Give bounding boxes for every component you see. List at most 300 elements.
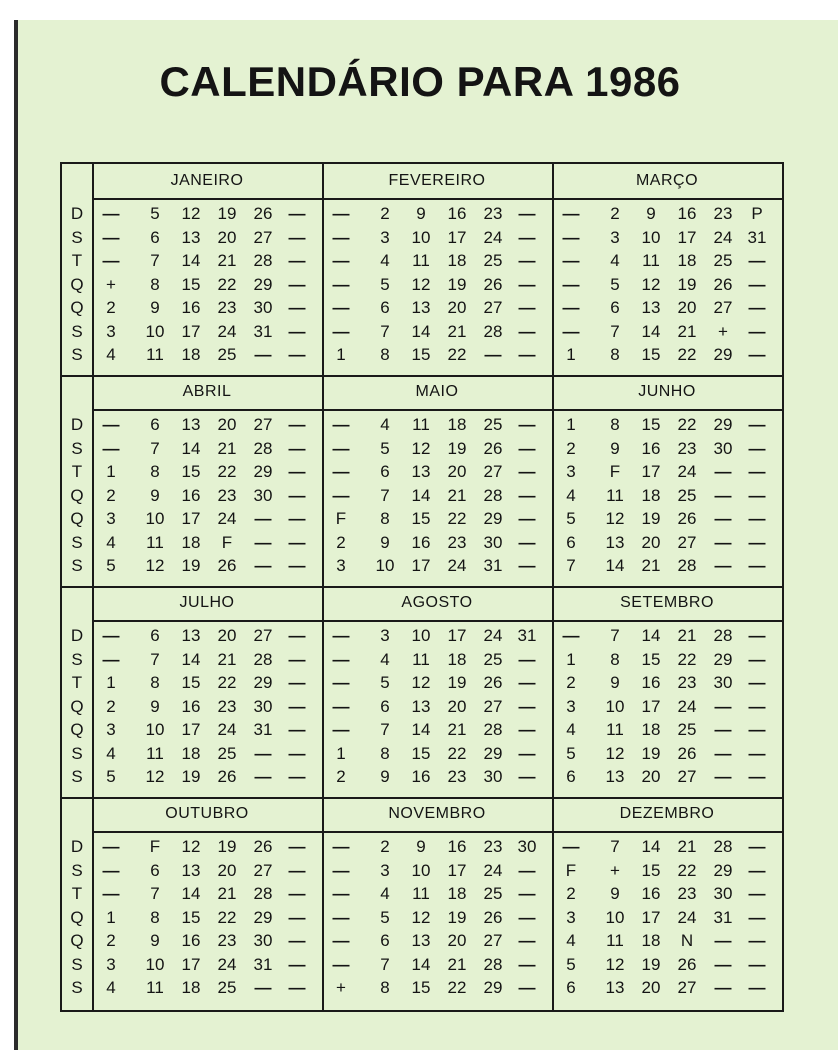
day-cell: —	[518, 415, 536, 434]
day-cell: —	[518, 649, 536, 669]
day-cell: 16	[411, 532, 431, 552]
day-cell: 30	[253, 696, 273, 716]
day-cell: P	[751, 204, 763, 223]
day-cell: —	[748, 556, 766, 575]
day-cell: 17	[411, 556, 431, 575]
day-cell: —	[484, 345, 502, 364]
weekday-label: Q	[70, 720, 84, 739]
day-cell: 19	[641, 743, 661, 763]
day-cell: —	[714, 767, 732, 786]
day-cell: —	[288, 837, 306, 856]
day-cell: 22	[217, 274, 237, 294]
day-cell: 5	[566, 954, 576, 974]
month-header-divider	[92, 198, 782, 200]
day-cell: 28	[713, 837, 733, 856]
day-cell: 8	[610, 345, 620, 364]
day-cell: —	[748, 978, 766, 997]
day-cell: 2	[106, 485, 116, 505]
day-cell: —	[332, 860, 350, 880]
day-cell: 26	[483, 274, 503, 294]
day-cell: 22	[447, 345, 467, 364]
day-cell: 21	[677, 321, 697, 341]
day-cell: 26	[217, 556, 237, 575]
day-cell: 11	[412, 884, 430, 903]
day-cell: 2	[106, 696, 116, 716]
day-cell: 4	[106, 978, 116, 997]
day-cell: 29	[253, 673, 273, 692]
day-cell: 3	[106, 720, 116, 739]
day-cell: 24	[217, 720, 237, 739]
day-cell: 23	[217, 485, 237, 505]
day-cell: 16	[641, 438, 661, 458]
weekday-label: D	[70, 837, 84, 856]
day-cell: 24	[217, 509, 237, 528]
day-cell: 9	[150, 931, 160, 950]
day-cell: 6	[566, 532, 576, 552]
day-cell: 29	[483, 509, 503, 528]
day-cell: 20	[641, 532, 661, 552]
day-cell: 27	[483, 931, 503, 950]
month-name: AGOSTO	[401, 594, 473, 611]
day-cell: 23	[483, 837, 503, 856]
day-cell: 22	[217, 673, 237, 692]
day-cell: —	[288, 227, 306, 247]
day-cell: 6	[150, 626, 160, 645]
day-cell: 8	[150, 907, 160, 927]
day-cell: 30	[483, 532, 503, 552]
day-cell: 25	[217, 978, 237, 997]
day-cell: 13	[605, 532, 625, 552]
day-cell: 19	[447, 438, 467, 458]
day-cell: 24	[677, 462, 697, 481]
day-cell: +	[106, 274, 116, 294]
day-cell: 31	[517, 626, 537, 645]
day-cell: —	[102, 251, 120, 270]
day-cell: —	[562, 626, 580, 645]
day-cell: 30	[253, 298, 273, 317]
month-name: OUTUBRO	[165, 805, 249, 822]
day-cell: —	[288, 720, 306, 739]
day-cell: 18	[641, 485, 661, 505]
day-cell: 17	[181, 720, 201, 739]
day-cell: 10	[411, 860, 431, 880]
day-cell: 28	[713, 626, 733, 645]
month-header-divider	[92, 831, 782, 833]
day-cell: —	[748, 767, 766, 786]
day-cell: 10	[605, 907, 625, 927]
day-cell: 1	[566, 415, 576, 434]
weekday-label: Q	[70, 907, 84, 927]
day-cell: —	[254, 509, 272, 528]
day-cell: 5	[380, 907, 390, 927]
day-cell: 22	[677, 415, 697, 434]
day-cell: —	[714, 509, 732, 528]
day-cell: —	[748, 954, 766, 974]
day-cell: —	[254, 556, 272, 575]
day-cell: 29	[483, 743, 503, 763]
day-cell: 30	[517, 837, 537, 856]
day-cell: —	[748, 673, 766, 692]
day-cell: 20	[447, 298, 467, 317]
weekday-label: S	[71, 860, 83, 880]
day-cell: 19	[447, 274, 467, 294]
day-cell: 11	[412, 251, 430, 270]
weekday-label: Q	[70, 298, 84, 317]
day-cell: 10	[411, 626, 431, 645]
day-cell: 16	[181, 931, 201, 950]
day-cell: 25	[217, 345, 237, 364]
day-cell: 31	[253, 720, 273, 739]
day-cell: 29	[253, 274, 273, 294]
day-cell: —	[714, 532, 732, 552]
day-cell: 14	[181, 251, 201, 270]
day-cell: —	[748, 931, 766, 950]
day-cell: 9	[646, 204, 656, 223]
day-cell: 20	[447, 696, 467, 716]
day-cell: 28	[677, 556, 697, 575]
day-cell: 31	[483, 556, 503, 575]
day-cell: 3	[566, 907, 576, 927]
day-cell: 16	[447, 837, 467, 856]
month-name: SETEMBRO	[620, 594, 714, 611]
day-cell: 23	[217, 298, 237, 317]
day-cell: 4	[380, 649, 390, 669]
day-cell: 12	[411, 274, 431, 294]
day-cell: 7	[150, 438, 160, 458]
day-cell: 26	[677, 954, 697, 974]
calendar-title: CALENDÁRIO PARA 1986	[159, 58, 681, 105]
day-cell: 23	[217, 931, 237, 950]
day-cell: 16	[447, 204, 467, 223]
day-cell: 15	[181, 274, 201, 294]
day-cell: —	[288, 485, 306, 505]
day-cell: 20	[217, 415, 237, 434]
day-cell: —	[332, 438, 350, 458]
day-cell: 27	[677, 767, 697, 786]
day-cell: 17	[181, 954, 201, 974]
day-cell: 13	[605, 978, 625, 997]
day-cell: 21	[677, 837, 697, 856]
day-cell: 4	[610, 251, 620, 270]
day-cell: —	[714, 462, 732, 481]
day-cell: 23	[483, 204, 503, 223]
day-cell: 9	[416, 204, 426, 223]
day-cell: 31	[747, 227, 767, 247]
day-cell: —	[288, 509, 306, 528]
day-cell: 12	[605, 509, 625, 528]
day-cell: 18	[181, 532, 201, 552]
day-cell: —	[748, 907, 766, 927]
day-cell: —	[748, 509, 766, 528]
day-cell: 12	[641, 274, 661, 294]
day-cell: —	[518, 298, 536, 317]
day-cell: —	[748, 743, 766, 763]
day-cell: 2	[106, 298, 116, 317]
weekday-label: S	[71, 954, 83, 974]
weekday-label: S	[71, 227, 83, 247]
month-name: MAIO	[415, 383, 459, 400]
day-cell: 15	[411, 345, 431, 364]
month-name: JANEIRO	[170, 172, 244, 189]
day-cell: 28	[483, 720, 503, 739]
weekday-label: S	[71, 321, 83, 341]
month-name: JUNHO	[638, 383, 696, 400]
day-cell: 27	[677, 532, 697, 552]
day-cell: 26	[483, 438, 503, 458]
day-cell: 18	[447, 251, 467, 270]
day-cell: 7	[150, 251, 160, 270]
day-cell: 23	[713, 204, 733, 223]
day-cell: 30	[713, 673, 733, 692]
day-cell: 21	[217, 438, 237, 458]
day-cell: —	[332, 227, 350, 247]
day-cell: 7	[566, 556, 576, 575]
day-cell: 30	[253, 485, 273, 505]
day-cell: 3	[380, 227, 390, 247]
day-cell: 30	[713, 884, 733, 903]
day-cell: —	[518, 227, 536, 247]
day-cell: —	[102, 649, 120, 669]
weekday-label: T	[71, 673, 83, 692]
day-cell: 17	[641, 462, 661, 481]
day-cell: —	[254, 532, 272, 552]
day-cell: —	[562, 204, 580, 223]
day-cell: 14	[181, 649, 201, 669]
day-cell: 14	[411, 720, 431, 739]
day-cell: 20	[641, 978, 661, 997]
day-cell: —	[254, 978, 272, 997]
day-cell: 16	[181, 485, 201, 505]
day-cell: 3	[380, 860, 390, 880]
day-cell: 10	[641, 227, 661, 247]
day-cell: 6	[566, 767, 576, 786]
day-cell: 13	[411, 462, 431, 481]
day-cell: —	[288, 345, 306, 364]
day-cell: 27	[677, 978, 697, 997]
day-cell: 1	[566, 345, 576, 364]
day-cell: —	[102, 884, 120, 903]
day-cell: 14	[641, 626, 661, 645]
day-cell: 18	[447, 649, 467, 669]
month-name: JULHO	[179, 594, 235, 611]
day-cell: 3	[566, 462, 576, 481]
day-cell: 15	[181, 462, 201, 481]
day-cell: —	[714, 978, 732, 997]
day-cell: 4	[380, 251, 390, 270]
weekday-label: S	[71, 345, 83, 364]
day-cell: 28	[253, 884, 273, 903]
day-cell: —	[748, 298, 766, 317]
day-cell: 7	[610, 626, 620, 645]
day-cell: 31	[253, 321, 273, 341]
day-cell: 27	[253, 626, 273, 645]
day-cell: 25	[677, 485, 697, 505]
day-cell: 11	[412, 649, 430, 669]
day-cell: 9	[416, 837, 426, 856]
day-cell: 9	[610, 884, 620, 903]
day-cell: 25	[217, 743, 237, 763]
day-cell: 13	[181, 227, 201, 247]
day-cell: 23	[677, 438, 697, 458]
weekday-label: S	[71, 978, 83, 997]
day-cell: 2	[566, 438, 576, 458]
day-cell: 29	[713, 860, 733, 880]
day-cell: 31	[253, 954, 273, 974]
day-cell: 28	[483, 321, 503, 341]
day-cell: —	[332, 298, 350, 317]
day-cell: 23	[447, 767, 467, 786]
day-cell: F	[221, 532, 233, 552]
weekday-label: D	[70, 204, 84, 223]
day-cell: 22	[217, 907, 237, 927]
day-cell: —	[288, 673, 306, 692]
month-name: MARÇO	[635, 172, 699, 189]
day-cell: —	[748, 649, 766, 669]
day-cell: 2	[566, 673, 576, 692]
day-cell: 30	[713, 438, 733, 458]
month-name: FEVEREIRO	[388, 172, 486, 189]
day-cell: 26	[253, 837, 273, 856]
day-cell: —	[332, 204, 350, 223]
day-cell: 10	[605, 696, 625, 716]
day-cell: 27	[483, 696, 503, 716]
day-cell: —	[288, 884, 306, 903]
day-cell: —	[518, 931, 536, 950]
day-cell: —	[562, 298, 580, 317]
day-cell: —	[518, 462, 536, 481]
day-cell: 13	[411, 298, 431, 317]
day-cell: —	[518, 556, 536, 575]
calendar-grid	[60, 162, 784, 1012]
day-cell: 13	[641, 298, 661, 317]
day-cell: 3	[566, 696, 576, 716]
day-cell: 22	[677, 860, 697, 880]
day-cell: 7	[380, 720, 390, 739]
day-cell: —	[288, 696, 306, 716]
day-cell: 1	[336, 743, 346, 763]
weekday-label: S	[71, 649, 83, 669]
day-cell: —	[288, 532, 306, 552]
day-cell: 19	[447, 907, 467, 927]
day-cell: 6	[380, 696, 390, 716]
weekday-label: Q	[70, 696, 84, 716]
day-cell: 11	[606, 720, 624, 739]
day-cell: 22	[677, 345, 697, 364]
day-cell: —	[332, 462, 350, 481]
day-cell: —	[518, 321, 536, 341]
day-cell: 9	[150, 485, 160, 505]
day-cell: —	[332, 649, 350, 669]
day-cell: 28	[483, 485, 503, 505]
day-cell: 11	[606, 931, 624, 950]
day-cell: —	[714, 720, 732, 739]
day-cell: 3	[610, 227, 620, 247]
day-cell: 15	[641, 415, 661, 434]
day-cell: 21	[217, 649, 237, 669]
day-cell: 17	[447, 626, 467, 645]
weekday-label: S	[71, 767, 83, 786]
month-name: DEZEMBRO	[619, 805, 715, 822]
day-cell: 21	[447, 720, 467, 739]
day-cell: 1	[106, 907, 116, 927]
day-cell: 4	[380, 884, 390, 903]
day-cell: 19	[447, 673, 467, 692]
day-cell: 24	[217, 954, 237, 974]
day-cell: —	[518, 860, 536, 880]
weekday-label: T	[71, 462, 83, 481]
day-cell: 12	[411, 907, 431, 927]
day-cell: —	[332, 251, 350, 270]
day-cell: —	[748, 321, 766, 341]
day-cell: 5	[566, 509, 576, 528]
day-cell: —	[102, 837, 120, 856]
day-cell: 4	[106, 345, 116, 364]
day-cell: 13	[181, 415, 201, 434]
day-cell: 12	[411, 673, 431, 692]
day-cell: —	[288, 274, 306, 294]
day-cell: 24	[447, 556, 467, 575]
day-cell: —	[288, 860, 306, 880]
day-cell: 20	[447, 462, 467, 481]
day-cell: 4	[380, 415, 390, 434]
day-cell: —	[102, 438, 120, 458]
day-cell: 15	[411, 978, 431, 997]
day-cell: 6	[380, 931, 390, 950]
day-cell: 20	[217, 860, 237, 880]
day-cell: —	[288, 978, 306, 997]
day-cell: 9	[380, 532, 390, 552]
day-cell: 18	[447, 415, 467, 434]
day-cell: —	[332, 907, 350, 927]
day-cell: 5	[380, 673, 390, 692]
day-cell: 10	[145, 321, 165, 341]
day-cell: 15	[181, 907, 201, 927]
day-cell: 23	[677, 673, 697, 692]
day-cell: —	[714, 743, 732, 763]
month-header-divider	[92, 409, 782, 411]
day-cell: 23	[447, 532, 467, 552]
day-cell: 28	[253, 649, 273, 669]
day-cell: 30	[483, 767, 503, 786]
day-cell: 12	[145, 556, 165, 575]
day-cell: 6	[150, 227, 160, 247]
day-cell: —	[714, 954, 732, 974]
day-cell: 22	[447, 509, 467, 528]
day-cell: —	[518, 696, 536, 716]
day-cell: 24	[713, 227, 733, 247]
day-cell: —	[288, 438, 306, 458]
day-cell: 31	[713, 907, 733, 927]
day-cell: —	[288, 767, 306, 786]
day-cell: 3	[106, 509, 116, 528]
day-cell: —	[288, 204, 306, 223]
day-cell: —	[102, 860, 120, 880]
day-cell: 24	[483, 626, 503, 645]
day-cell: 3	[380, 626, 390, 645]
day-cell: 27	[713, 298, 733, 317]
day-cell: 26	[677, 743, 697, 763]
day-cell: —	[562, 251, 580, 270]
day-cell: 11	[642, 251, 660, 270]
day-cell: 9	[150, 298, 160, 317]
day-cell: 11	[606, 485, 624, 505]
day-cell: 25	[483, 884, 503, 903]
day-cell: —	[102, 204, 120, 223]
day-cell: 27	[253, 227, 273, 247]
day-cell: 11	[146, 532, 164, 552]
day-cell: 10	[411, 227, 431, 247]
month-name: ABRIL	[182, 383, 232, 400]
